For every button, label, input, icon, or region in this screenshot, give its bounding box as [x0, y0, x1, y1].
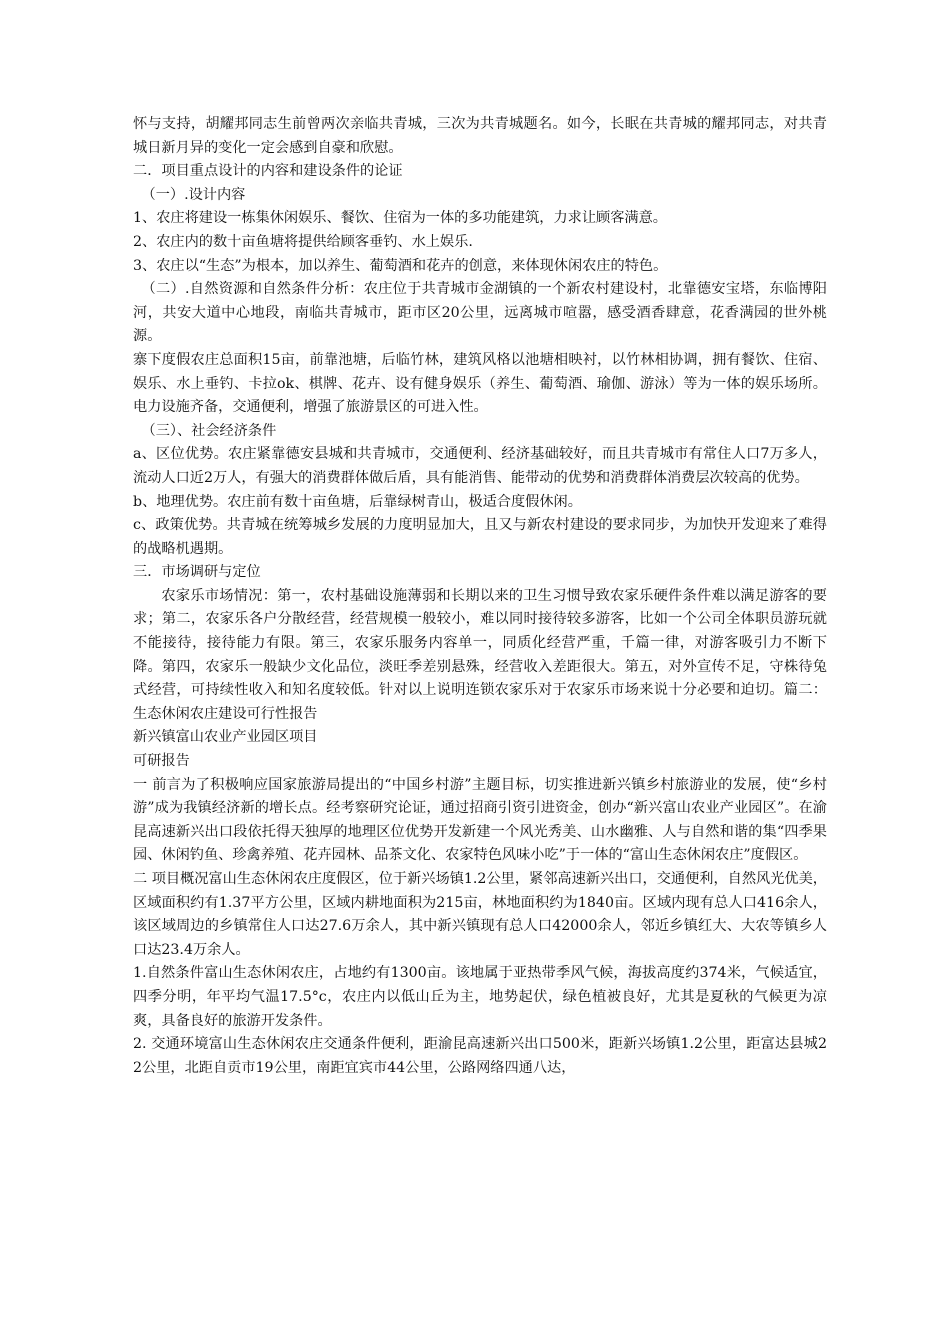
- list-item: 2、农庄内的数十亩鱼塘将提供给顾客垂钓、水上娱乐.: [133, 233, 473, 250]
- paragraph-farm-area: 寨下度假农庄总面积15亩，前靠池塘，后临竹林，建筑风格以池塘相映衬，以竹林相协调，拥有餐饮、住宿、娱乐、水上垂钓、卡拉ok、棋牌、花卉、设有健身娱乐（养生、葡萄酒、瑜伽、游泳）等为一体的娱乐场所。电力设施齐备，交通便利，增强了旅游景区的可进入性。: [133, 351, 827, 416]
- paragraph-natural-resources: （二）.自然资源和自然条件分析：农庄位于共青城市金湖镇的一个新农村建设村，北靠德安宝塔，东临博阳河，共安大道中心地段，南临共青城市，距市区20公里，远离城市喧嚣，感受酒香肆意，花香满园的世外桃源。: [133, 281, 827, 345]
- paragraph-preface: 一 前言为了积极响应国家旅游局提出的“中国乡村游”主题目标，切实推进新兴镇乡村旅游业的发展，使“乡村游”成为我镇经济新的增长点。经考察研究论证，通过招商引资引进资金，创办“新兴富山农业产业园区”。在渝昆高速新兴出口段依托得天独厚的地理区位优势开发新建一个风光秀美、山水幽雅、人与自然和谐的集“四季果园、休闲钓鱼、珍禽养殖、花卉园林、品茶文化、农家特色风味小吃”于一体的“富山生态休闲农庄”度假区。: [133, 776, 827, 864]
- list-item: b、地理优势。农庄前有数十亩鱼塘，后靠绿树青山，极适合度假休闲。: [133, 493, 582, 510]
- list-item: a、区位优势。农庄紧靠德安县城和共青城市，交通便利、经济基础较好，而且共青城市有常住人口7万多人，流动人口近2万人，有强大的消费群体做后盾，具有能消售、能带动的优势和消费群体消费层次较高的优势。: [133, 446, 827, 486]
- paragraph-natural-conditions: 1.自然条件富山生态休闲农庄，占地约有1300亩。该地属于亚热带季风气候，海拔高度约374米，气候适宜，四季分明，年平均气温17.5°c，农庄内以低山丘为主，地势起伏，绿色植被良好，尤其是夏秋的气候更为凉爽，具备良好的旅游开发条件。: [133, 965, 827, 1029]
- report-title: 可研报告: [133, 753, 190, 770]
- document-body: [133, 113, 827, 1080]
- paragraph-traffic: 2. 交通环境富山生态休闲农庄交通条件便利，距渝昆高速新兴出口500米，距新兴场镇1.2公里，距富达县城22公里，北距自贡市19公里，南距宜宾市44公里，公路网络四通八达，: [133, 1036, 827, 1076]
- paragraph-continuation: 怀与支持，胡耀邦同志生前曾两次亲临共青城，三次为共青城题名。如今，长眠在共青城的耀邦同志，对共青城日新月异的变化一定会感到自豪和欣慰。: [133, 116, 827, 156]
- list-item: 3、农庄以“生态”为根本，加以养生、葡萄酒和花卉的创意，来体现休闲农庄的特色。: [133, 257, 668, 274]
- subsection-heading-design: （一）.设计内容: [141, 186, 246, 203]
- project-title: 新兴镇富山农业产业园区项目: [133, 729, 318, 746]
- list-item: 1、农庄将建设一栋集休闲娱乐、餐饮、住宿为一体的多功能建筑，力求让顾客满意。: [133, 210, 667, 227]
- section-heading-2: 二．项目重点设计的内容和建设条件的论证: [133, 163, 403, 180]
- section-heading-3: 三．市场调研与定位: [133, 564, 261, 581]
- paragraph-market: 农家乐市场情况：第一，农村基础设施薄弱和长期以来的卫生习惯导致农家乐硬件条件难以满足游客的要求；第二，农家乐各户分散经营，经营规模一般较小，难以同时接待较多游客，比如一个公司全体职员游玩就不能接待，接待能力有限。第三，农家乐服务内容单一，同质化经营严重，千篇一律，对游客吸引力不断下降。第四，农家乐一般缺少文化品位，淡旺季差别悬殊，经营收入差距很大。第五，对外宣传不足，守株待兔式经营，可持续性收入和知名度较低。针对以上说明连锁农家乐对于农家乐市场来说十分必要和迫切。篇二：生态休闲农庄建设可行性报告: [133, 587, 827, 722]
- list-item: c、政策优势。共青城在统筹城乡发展的力度明显加大，且又与新农村建设的要求同步，为加快开发迎来了难得的战略机遇期。: [133, 517, 827, 557]
- subsection-heading-economy: （三）、社会经济条件: [141, 422, 277, 439]
- paragraph-overview: 二 项目概况富山生态休闲农庄度假区，位于新兴场镇1.2公里，紧邻高速新兴出口，交通便利，自然风光优美，区域面积约有1.37平方公里，区域内耕地面积为215亩，林地面积约为1840亩。区域内现有总人口416余人，该区域周边的乡镇常住人口达27.6万余人，其中新兴镇现有总人口42000余人，邻近乡镇红大、大农等镇乡人口达23.4万余人。: [133, 871, 827, 958]
